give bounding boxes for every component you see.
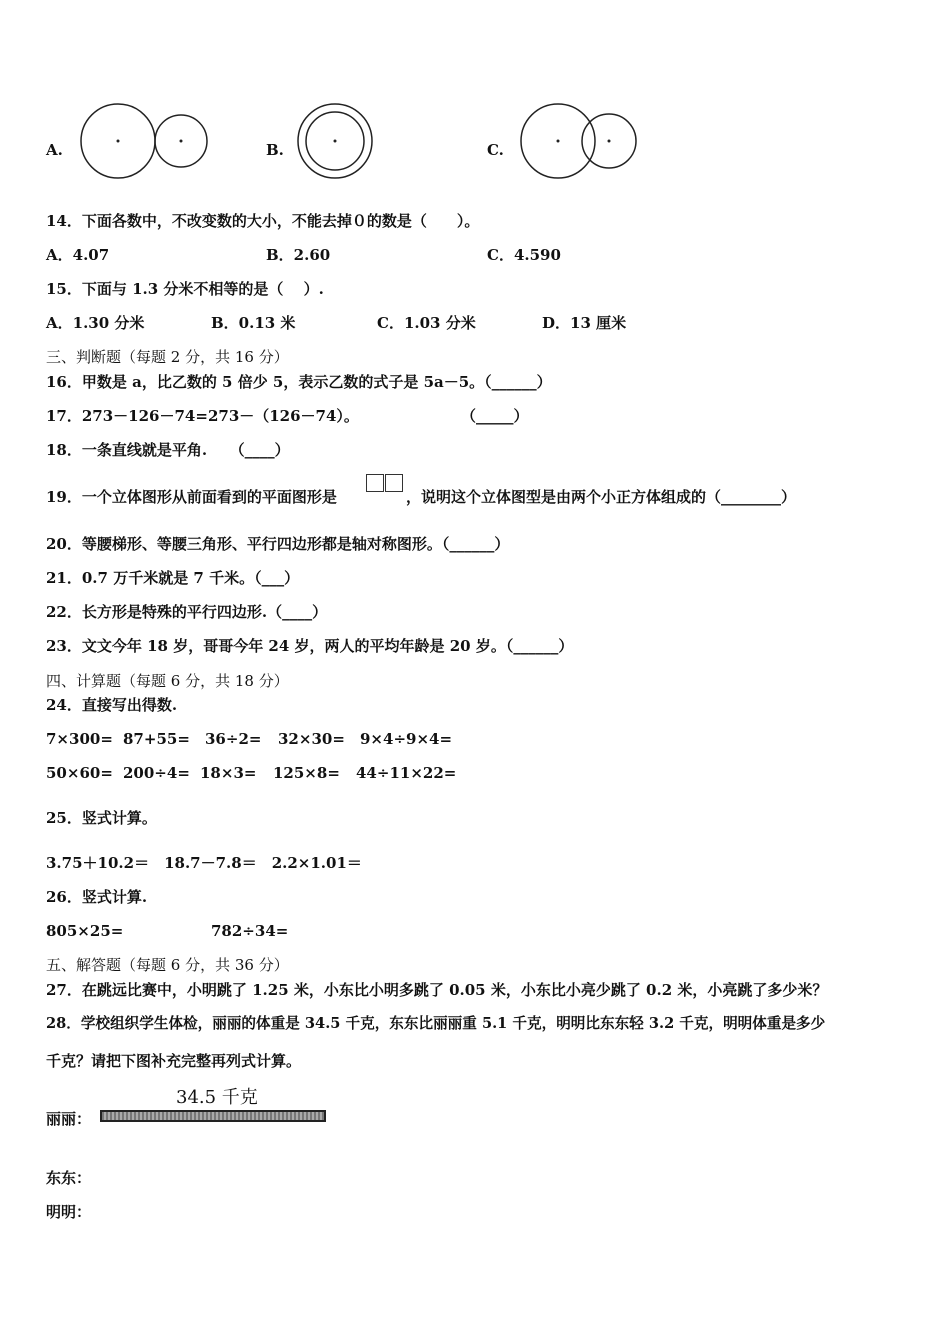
q24-item: 200÷4= (123, 764, 190, 782)
q23: 23．文文今年 18 岁，哥哥今年 24 岁，两人的平均年龄是 20 岁。（______） (46, 637, 574, 655)
lili-label: 丽丽： (46, 1110, 92, 1128)
option-b-label: B. (266, 141, 284, 159)
q15-option-b: B．0.13 米 (211, 314, 296, 332)
two-squares-figure (366, 474, 404, 492)
q21: 21．0.7 万千米就是 7 千米。（___） (46, 569, 300, 587)
q14-option-c: C．4.590 (487, 246, 561, 264)
q24-item: 18×3= (200, 764, 257, 782)
q15-option-c: C．1.03 分米 (377, 314, 476, 332)
section-5-heading: 五、解答题（每题 6 分，共 36 分） (46, 956, 289, 974)
section-3-heading: 三、判断题（每题 2 分，共 16 分） (46, 348, 289, 366)
q14-option-a: A．4.07 (46, 246, 110, 264)
q14-stem: 14．下面各数中，不改变数的大小，不能去掉０的数是（ ）。 (46, 212, 480, 230)
q28-line1: 28．学校组织学生体检，丽丽的体重是 34.5 千克，东东比丽丽重 5.1 千克，明明比东东轻 3.2 千克，明明体重是多少 (46, 1015, 826, 1032)
q18: 18．一条直线就是平角. （____） (46, 441, 290, 459)
q15-stem: 15．下面与 1.3 分米不相等的是（ ）. (46, 280, 324, 298)
q15-option-a: A．1.30 分米 (46, 314, 145, 332)
q24-item: 44÷11×22= (356, 764, 457, 782)
q16: 16．甲数是 a，比乙数的 5 倍少 5，表示乙数的式子是 5a－5。（______） (46, 373, 552, 391)
q27: 27．在跳远比赛中，小明跳了 1.25 米，小东比小明多跳了 0.05 米，小东比小亮少跳了 0.2 米，小亮跳了多少米？ (46, 981, 828, 999)
option-a-label: A. (46, 141, 63, 159)
q20: 20．等腰梯形、等腰三角形、平行四边形都是轴对称图形。（______） (46, 535, 510, 553)
mingming-label: 明明： (46, 1203, 92, 1221)
q26-item: 782÷34= (211, 922, 289, 940)
q15-option-d: D．13 厘米 (542, 314, 627, 332)
q14-option-b: B．2.60 (266, 246, 331, 264)
q24-item: 125×8= (273, 764, 340, 782)
circles-option-a (78, 100, 213, 182)
circles-option-b (295, 100, 377, 182)
lili-bar (100, 1110, 326, 1122)
dongdong-label: 东东： (46, 1169, 92, 1187)
q24-item: 9×4÷9×4= (360, 730, 453, 748)
q24-stem: 24．直接写出得数. (46, 696, 178, 714)
bar-weight-label: 34.5 千克 (176, 1087, 258, 1108)
q28-line2: 千克？请把下图补充完整再列式计算。 (46, 1052, 302, 1070)
q25-items: 3.75＋10.2＝ 18.7－7.8＝ 2.2×1.01＝ (46, 854, 362, 872)
q19-stem: 19．一个立体图形从前面看到的平面图形是 (46, 488, 337, 506)
option-c-label: C. (487, 141, 504, 159)
q17: 17．273－126－74=273－（126－74）。 (46, 407, 359, 425)
q24-item: 50×60= (46, 764, 113, 782)
q25-stem: 25．竖式计算。 (46, 809, 157, 827)
section-4-heading: 四、计算题（每题 6 分，共 18 分） (46, 672, 289, 690)
q17-blank: （_____） (461, 407, 529, 425)
q24-item: 32×30= (278, 730, 345, 748)
q24-item: 87+55= (123, 730, 190, 748)
q19-tail: ，说明这个立体图型是由两个小正方体组成的（________） (406, 488, 797, 506)
q24-item: 36÷2= (205, 730, 262, 748)
circles-option-c (516, 100, 641, 182)
q22: 22．长方形是特殊的平行四边形.（____） (46, 603, 328, 621)
q26-item: 805×25= (46, 922, 124, 940)
q24-item: 7×300= (46, 730, 113, 748)
q26-stem: 26．竖式计算. (46, 888, 148, 906)
